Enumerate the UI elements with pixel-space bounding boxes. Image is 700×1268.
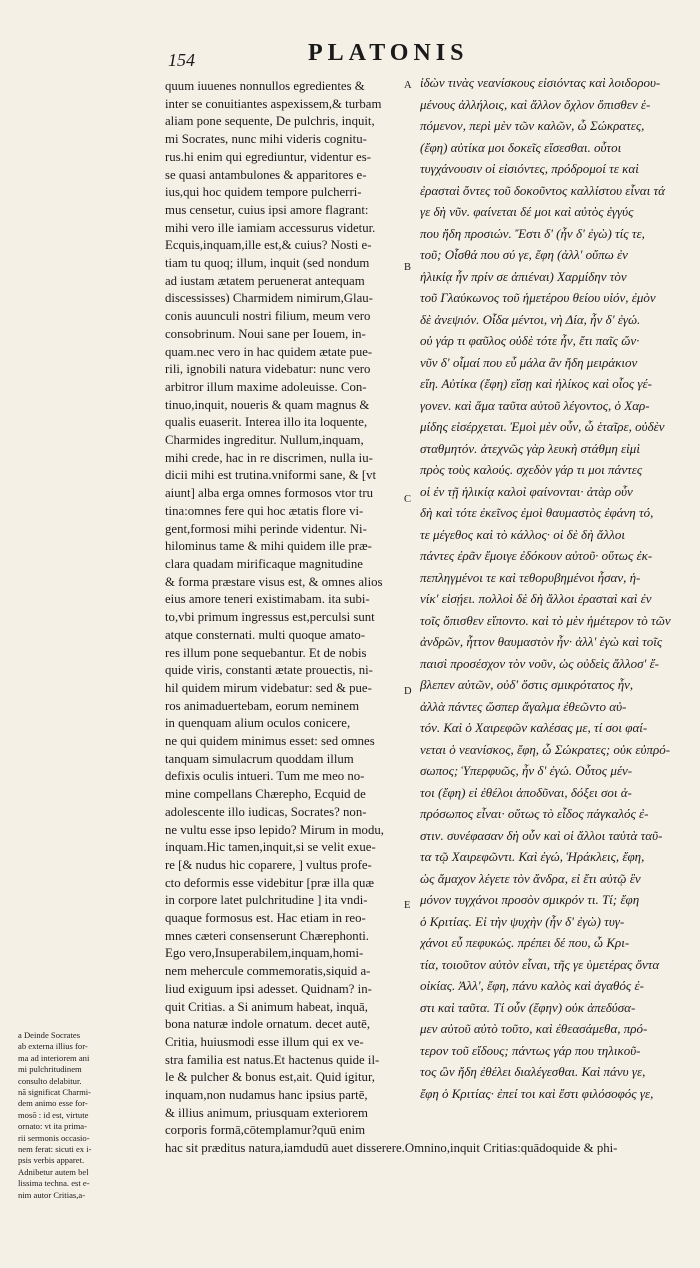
greek-line: ἐρασταὶ ὄντες τοῦ δοκοῦντος καλλίστου εἶναι τά [420, 182, 665, 198]
greek-line: μίδης εἰσέρχεται. Ἐμοὶ μὲν οὖν, ὦ ἑταῖρε, οὐδὲν [420, 419, 665, 434]
section-letters [400, 70, 418, 1070]
note-line: nim autor Critias,a- [18, 1189, 86, 1200]
greek-line: παισὶ προσέσχον τὸν νοῦν, ὡς οὐδεὶς ἄλλοσ' ἔ- [420, 655, 660, 671]
latin-line: gent,formosi mihi perinde videntur. Ni- [165, 521, 367, 536]
greek-line: οἰκίας. Ἀλλ', ἔφη, πάνυ καλὸς καὶ ἀγαθός ἐ- [420, 978, 644, 993]
greek-line: τοῖς ὄπισθεν εἵποντο. καὶ τὸ μὲν ἡμέτερον τὸ τῶν [420, 612, 671, 628]
greek-line: μόνον τυγχάνοι προσὸν σμικρόν τι. Τί; ἔφη [420, 892, 640, 907]
latin-line: conis auunculi nostri filium, meum vero [165, 309, 371, 324]
greek-line: ἔφη ὁ Κριτίας· ἐπεί τοι καὶ ἔστι φιλόσοφός γε, [420, 1085, 654, 1101]
greek-column [420, 72, 690, 1104]
greek-line: ἀνδρῶν, ἧττον θαυμαστὸν ἦν· ἀλλ' ἐγὼ καὶ τοῖς [420, 634, 663, 649]
latin-line: Critia, huiusmodi esse illum qui ex ve- [165, 1034, 364, 1049]
latin-line: atque consternati. multi quoque amato- [165, 627, 366, 642]
greek-line: τοῦ; Οἶσθά που σύ γε, ἔφη (ἀλλ' οὔπω ἐν [420, 247, 628, 262]
greek-line: ὡς ἄμαχον λέγετε τὸν ἄνδρα, εἰ ἔτι αὐτῷ ἓν [420, 870, 641, 886]
latin-line: & illius animum, priusquam exteriorem [165, 1105, 368, 1120]
page-header [0, 38, 700, 74]
note-line: lissima techna. est e- [18, 1178, 90, 1189]
latin-line: quide viris, constanti ætate prouectis, ni- [165, 663, 373, 678]
running-title: PLATONIS [308, 40, 469, 66]
latin-line: hilominus tame & mihi quidem ille præ- [165, 539, 372, 554]
latin-line: tiam tu quoq; illum, inquit (sed nondum [165, 256, 370, 271]
section-letter: D [404, 686, 412, 697]
greek-line: εἴη. Αὐτίκα (ἔφη) εἴσῃ καὶ ἡλίκος καὶ οἷος γέ- [420, 376, 652, 391]
latin-line: Charmides ingreditur. Nullum,inquam, [165, 433, 364, 448]
latin-line: mihi vero ille iamiam accessurus videtur. [165, 220, 376, 235]
latin-line: se quasi antambulones & apparitores e- [165, 167, 367, 182]
latin-line: eius amore teneri existimabam. ita subi- [165, 592, 370, 607]
greek-line: στι καὶ ταῦτα. Τί οὖν (ἔφην) οὐκ ἀπεδύσα- [420, 999, 636, 1015]
note-line: dem animo esse for- [18, 1098, 88, 1109]
latin-line: to,vbi primum ingressus est,perculsi sunt [165, 610, 375, 625]
greek-line: τοῦ Γλαύκωνος τοῦ ἡμετέρου θείου υἱόν, ἐμὸν [420, 290, 656, 305]
latin-line: liud exiguum ipsi adesset. Quidnam? in- [165, 981, 372, 996]
latin-line: nem mehercule commemoratis,siquid a- [165, 964, 371, 979]
note-line: consulto delabitur. [18, 1075, 82, 1086]
greek-line: σταθμητόν. ἀτεχνῶς γὰρ λευκὴ στάθμη εἰμὶ [420, 440, 640, 456]
greek-line: δὴ καὶ τότε ἐκεῖνος ἐμοὶ θαυμαστὸς ἐφάνη τό, [420, 505, 654, 520]
greek-line: που ἤδη προσιών. Ἔστι δ' (ἦν δ' ἐγὼ) τίς τε, [420, 225, 645, 241]
greek-line: (ἔφη) αὐτίκα μοι δοκεῖς εἴσεσθαι. οὗτοι [420, 139, 622, 155]
greek-line: γονεν. καὶ ἅμα ταῦτα αὐτοῦ λέγοντος, ὁ Χαρ- [420, 397, 650, 413]
latin-line: quaque formosus est. Hac etiam in reo- [165, 911, 366, 926]
latin-line: tina:omnes fere qui hoc ætatis flore vi- [165, 503, 364, 518]
greek-line: σωπος; Ὑπερφυῶς, ἦν δ' ἐγώ. Οὗτος μέν- [420, 763, 633, 778]
latin-line: tanquam simulacrum quoddam illum [165, 751, 354, 766]
greek-line: πάντες ἐρᾶν ἔμοιγε ἐδόκουν αὐτοῦ· οὕτως ἐκ- [420, 548, 653, 563]
greek-line: ἀλλὰ πάντες ὥσπερ ἄγαλμα ἐθεῶντο αὐ- [420, 698, 627, 714]
greek-line: βλεπεν αὐτῶν, οὐδ' ὅστις σμικρότατος ἦν, [420, 677, 634, 692]
latin-line: le & pulcher & bonus est,ait. Quid igitur, [165, 1070, 375, 1085]
latin-line: mi Socrates, nunc mihi videris cognitu- [165, 132, 367, 147]
note-line: psis verbis apparet. [18, 1155, 85, 1166]
latin-line: quum iuuenes nonnullos egredientes & [165, 79, 365, 93]
note-line: ornato: vt ita prima- [18, 1121, 87, 1132]
latin-line: qualis euaserit. Interea illo ita loquente, [165, 415, 368, 430]
latin-line: in quenquam alium oculos conicere, [165, 716, 351, 731]
greek-line: πρὸς τοὺς καλούς. σχεδὸν γάρ τι μοι πάντες [420, 462, 643, 477]
latin-line: ne qui quidem minimus esset: sed omnes [165, 734, 375, 749]
note-line: Adnibetur autem bel [18, 1166, 89, 1177]
latin-line: rus.hi enim qui egrediuntur, videntur es- [165, 149, 371, 164]
latin-line: inter se conuitiantes aspexissem,& turbam [165, 96, 382, 111]
note-line: ab externa illius for- [18, 1041, 88, 1052]
latin-line: corporis formā,cōtemplamur?quū enim [165, 1123, 366, 1138]
latin-line: quit Critias. a Si animum habeat, inquā, [165, 999, 368, 1014]
greek-line: δὲ ἀνεψιόν. Οἶδα μέντοι, νὴ Δία, ἦν δ' ἐγώ. [420, 311, 641, 327]
latin-line: Ego vero,Insuperabilem,inquam,homi- [165, 946, 364, 961]
latin-line: mus censetur, cuius ipsi amore flagrant: [165, 202, 369, 217]
greek-line: νῦν δ' οἶμαί που εὖ μάλα ἂν ἤδη μειράκιον [420, 354, 638, 370]
latin-line: & forma præstare visus est, & omnes alios [165, 574, 383, 589]
latin-line: defixis oculis intueri. Tum me meo no- [165, 769, 365, 784]
greek-line: χάνοι εὖ πεφυκώς. πρέπει δέ που, ὦ Κρι- [420, 935, 630, 950]
latin-line: res illum pone sequebantur. Et de nobis [165, 645, 367, 660]
greek-line: ὁ Κριτίας. Εἰ τὴν ψυχὴν (ἦν δ' ἐγὼ) τυγ- [420, 913, 625, 929]
latin-line: mihi crede, hac in re discrimen, nulla iu- [165, 450, 373, 465]
latin-line: ius,qui hoc quidem tempore pulcherri- [165, 185, 362, 200]
greek-line: ἰδὼν τινὰς νεανίσκους εἰσιόντας καὶ λοιδορου- [420, 75, 661, 90]
greek-line: γε δὴ νῦν. φαίνεται δέ μοι καὶ αὐτὸς ἐγγύς [420, 204, 634, 219]
greek-line: τε μέγεθος καὶ τὸ κάλλος· οἱ δὲ δὴ ἄλλοι [420, 526, 625, 542]
note-line: ma ad interiorem ani [18, 1052, 90, 1063]
note-line: rii sermonis occasio- [18, 1132, 90, 1143]
greek-line: πόμενον, περὶ μὲν τῶν καλῶν, ὦ Σώκρατες, [420, 118, 645, 133]
latin-line: inquam.Hic tamen,inquit,si se velit exue- [165, 840, 376, 855]
greek-line: τυγχάνουσιν οἱ εἰσιόντες, πρόδρομοί τε καὶ [420, 161, 639, 176]
latin-line: quam.nec vero in hac quidem ætate pue- [165, 344, 373, 359]
latin-line: in corpore latet pulchritudine ] ita vndi- [165, 893, 368, 908]
greek-line: ἡλικίᾳ ἦν πρίν σε ἀπιέναι) Χαρμίδην τὸν [420, 268, 627, 284]
note-line: a Deinde Socrates [18, 1030, 81, 1040]
latin-line: bona naturæ indole ornatum. decet autē, [165, 1017, 371, 1032]
latin-line: inquam,non nudamus hanc ipsius partē, [165, 1088, 368, 1103]
greek-line: τόν. Καὶ ὁ Χαιρεφῶν καλέσας με, τί σοι φαί- [420, 720, 648, 735]
latin-line: stra familia est natus.Et hactenus quide il- [165, 1052, 380, 1067]
greek-line: οὐ γάρ τι φαῦλος οὐδὲ τότε ἦν, ἔτι παῖς ὤν· [420, 333, 640, 348]
latin-line: hil quidem mirum videbatur: sed & pue- [165, 680, 372, 695]
greek-line: οἱ ἐν τῇ ἡλικίᾳ καλοὶ φαίνονται· ἀτὰρ οὖν [420, 483, 633, 499]
latin-line: mnes cæteri consenserunt Chærephonti. [165, 928, 370, 943]
latin-line: rili, ignobili natura videbatur: nunc vero [165, 362, 371, 377]
greek-line: νίκ' εἰσῄει. πολλοὶ δὲ δὴ ἄλλοι ἐρασταὶ καὶ ἐν [420, 591, 652, 606]
greek-line: μεν αὐτοῦ αὐτὸ τοῦτο, καὶ ἐθεασάμεθα, πρό- [420, 1021, 648, 1036]
greek-line: νεται ὁ νεανίσκος, ἔφη, ὦ Σώκρατες; οὐκ εὐπρό- [420, 741, 671, 757]
note-line: nem ferat: sicuti ex i- [18, 1144, 92, 1155]
greek-line: τος ὢν ἤδη ἐθέλει διαλέγεσθαι. Καὶ πάνυ γε, [420, 1064, 646, 1079]
greek-line: τία, τοιοῦτον αὐτὸν εἶναι, τῆς γε ὑμετέρας ὄντα [420, 956, 660, 972]
latin-line: consobrinum. Noui sane per Iouem, in- [165, 326, 366, 341]
section-letter: C [404, 494, 412, 505]
latin-line: ne vultu esse ipso lepido? Mirum in modu, [165, 822, 384, 837]
greek-line: τοι (ἔφη) εἰ ἐθέλοι ἀποδῦναι, δόξει σοι ἀ- [420, 784, 632, 800]
page-number: 154 [168, 50, 195, 70]
greek-line: τα τῷ Χαιρεφῶντι. Καὶ ἐγώ, Ἡράκλεις, ἔφη, [420, 849, 645, 864]
greek-line: στιν. συνέφασαν δὴ οὖν καὶ οἱ ἄλλοι ταὐτὰ ταῦ- [420, 827, 663, 843]
section-letter: A [404, 80, 412, 91]
note-line: nā significat Charmi- [18, 1087, 92, 1098]
latin-line: ros animaduertebam, eorum neminem [165, 698, 360, 713]
side-note [18, 1030, 166, 1201]
greek-line: πεπληγμένοι τε καὶ τεθορυβημένοι ἦσαν, ἡ- [420, 569, 641, 585]
latin-line: tinuo,inquit, noueris & quam magnus & [165, 397, 370, 412]
latin-line: mine compellans Chærepho, Ecquid de [165, 787, 366, 802]
latin-line: arbitror illum maxime adoleuisse. Con- [165, 379, 367, 394]
latin-line: Ecquis,inquam,ille est,& cuius? Nosti e- [165, 238, 372, 253]
note-line: mi pulchritudinem [18, 1064, 82, 1075]
section-letter: B [404, 262, 412, 273]
greek-line: μένους ἀλλήλοις, καὶ ἄλλον ὄχλον ὄπισθεν ἑ- [420, 96, 651, 112]
latin-line: cto deformis esse videbitur [præ illa quæ [165, 875, 374, 890]
note-line: mosō : id est, virtute [18, 1109, 89, 1120]
latin-line: re [& nudus hic coparere, ] vultus profe- [165, 857, 372, 872]
greek-line: τερον τοῦ εἴδους; πάντως γάρ που τηλικοῦ- [420, 1042, 641, 1058]
latin-line: discessisses) Charmidem nimirum,Glau- [165, 291, 373, 306]
latin-line: ad iustam ætatem peruenerat antequam [165, 273, 365, 288]
latin-line: aiunt] alba erga omnes formosos vtor tru [165, 486, 374, 501]
greek-line: πρόσωπος εἶναι· οὕτως τὸ εἶδος πάγκαλός ἐ- [420, 806, 649, 821]
latin-line: adolescente illo iudicas, Socrates? non- [165, 804, 367, 819]
latin-line: hac sit præditus natura,iamdudū auet disserere.Omnino,inquit Critias:quādoquide & phi- [165, 1141, 618, 1156]
section-letter: E [404, 900, 411, 911]
latin-line: clara quadam mirificaque magnitudine [165, 556, 363, 571]
latin-line: aliam pone sequente, De pulchris, inquit, [165, 114, 375, 129]
latin-line: dicii mihi est trutina.vniformi sane, & [vt [165, 468, 377, 483]
